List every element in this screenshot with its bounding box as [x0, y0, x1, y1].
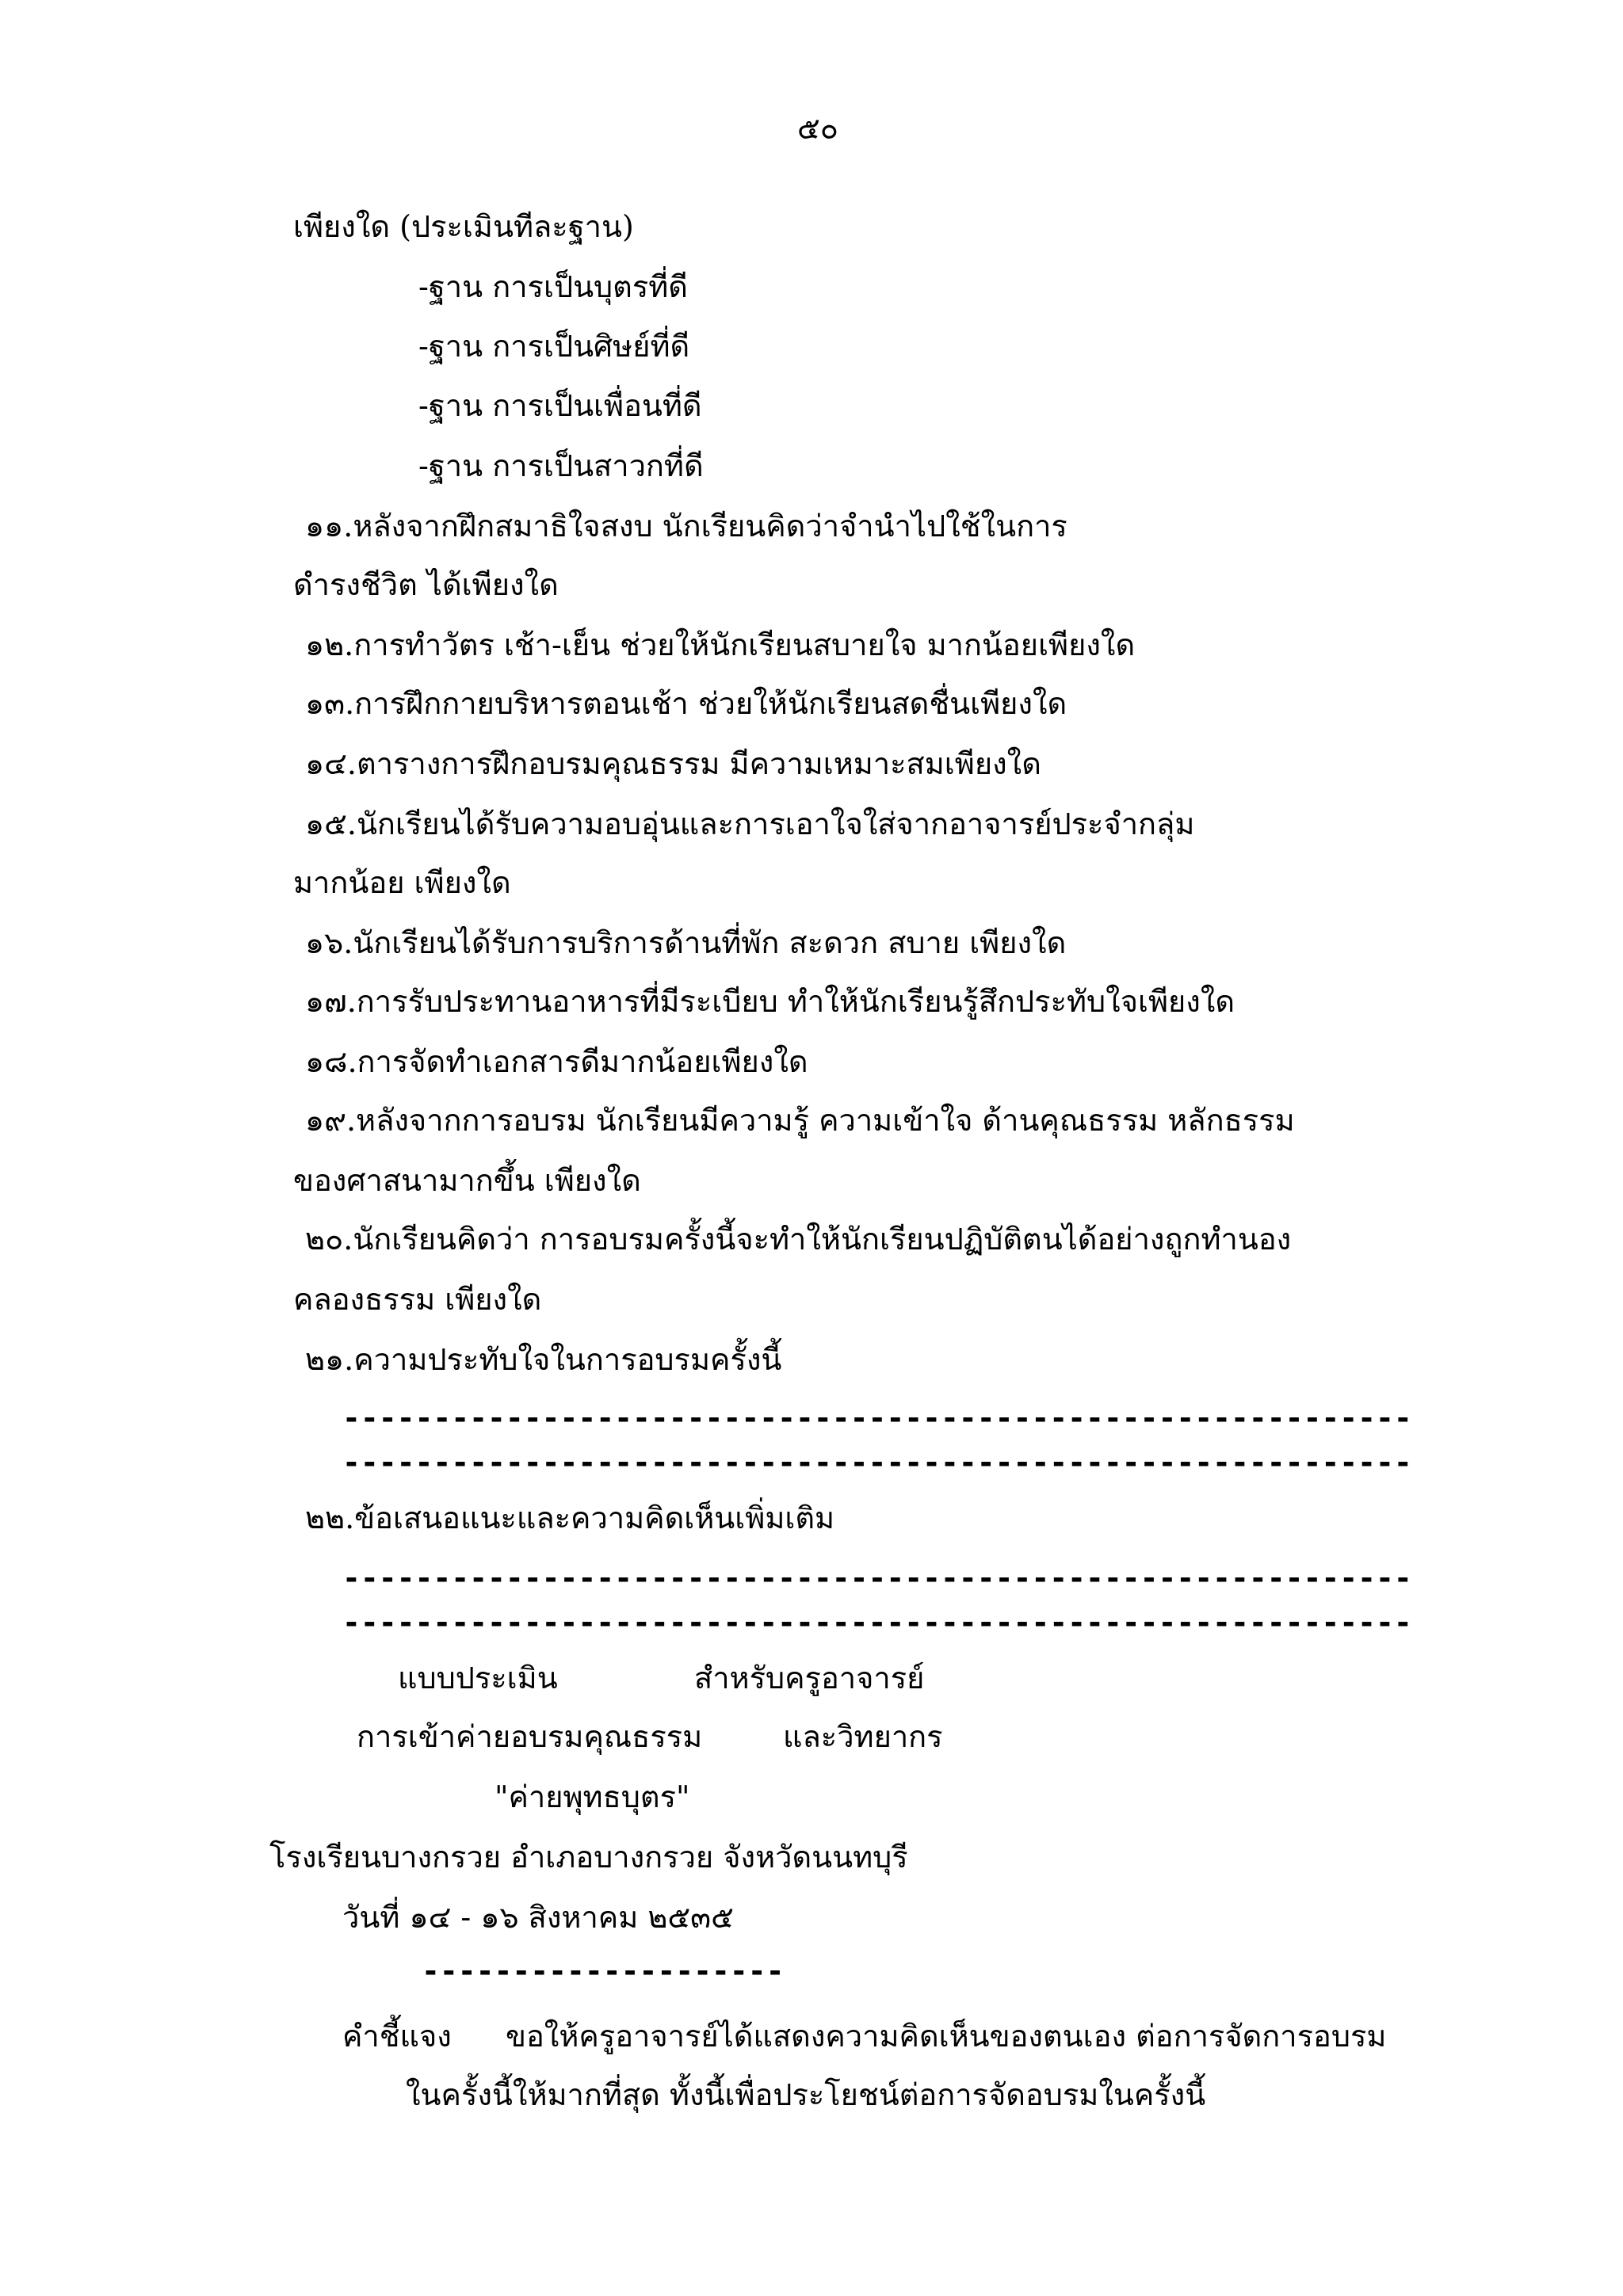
question-15-line2: มากน้อย เพียงใด	[293, 865, 511, 900]
instruction-label: คำชี้แจง	[342, 2019, 452, 2054]
base-item-student: -ฐาน การเป็นศิษย์ที่ดี	[418, 329, 690, 364]
form-title-right: สำหรับครูอาจารย์	[694, 1661, 925, 1695]
question-17: ๑๗.การรับประทานอาหารที่มีระเบียบ ทำให้นักเรียนรู้สึกประทับใจเพียงใด	[305, 984, 1235, 1019]
form-subtitle-left: การเข้าค่ายอบรมคุณธรรม	[357, 1719, 703, 1754]
school-name: โรงเรียนบางกรวย อำเภอบางกรวย จังหวัดนนทบุรี	[269, 1840, 908, 1875]
intro-line: เพียงใด (ประเมินทีละฐาน)	[293, 209, 634, 244]
question-19-line1: ๑๙.หลังจากการอบรม นักเรียนมีความรู้ ความเข้าใจ ด้านคุณธรรม หลักธรรม	[305, 1103, 1295, 1138]
page-number: ๕๐	[797, 111, 838, 146]
question-19-line2: ของศาสนามากขึ้น เพียงใด	[293, 1163, 641, 1198]
question-15-line1: ๑๕.นักเรียนได้รับความอบอุ่นและการเอาใจใส่จากอาจารย์ประจำกลุ่ม	[305, 807, 1195, 841]
camp-date: วันที่ ๑๔ - ๑๖ สิงหาคม ๒๕๓๕	[342, 1900, 734, 1935]
instruction-line1: ขอให้ครูอาจารย์ได้แสดงความคิดเห็นของตนเอง ต่อการจัดการอบรม	[506, 2019, 1387, 2054]
base-item-child: -ฐาน การเป็นบุตรที่ดี	[418, 269, 688, 304]
question-18: ๑๘.การจัดทำเอกสารดีมากน้อยเพียงใด	[305, 1044, 808, 1079]
camp-name: "ค่ายพุทธบุตร"	[495, 1779, 690, 1814]
base-item-disciple: -ฐาน การเป็นสาวกที่ดี	[418, 448, 704, 483]
question-16: ๑๖.นักเรียนได้รับการบริการด้านที่พัก สะดวก สบาย เพียงใด	[305, 925, 1067, 960]
answer-line: -----------------------------------------------------------	[342, 1401, 1412, 1436]
question-11-line1: ๑๑.หลังจากฝึกสมาธิใจสงบ นักเรียนคิดว่าจำนำไปใช้ในการ	[305, 509, 1067, 543]
answer-line: -----------------------------------------------------------	[342, 1561, 1412, 1596]
question-13: ๑๓.การฝึกกายบริหารตอนเช้า ช่วยให้นักเรียนสดชื่นเพียงใด	[305, 686, 1067, 721]
question-11-line2: ดำรงชีวิต ได้เพียงใด	[293, 567, 559, 602]
header-separator: --------------------	[422, 1954, 785, 1989]
answer-line: -----------------------------------------------------------	[342, 1605, 1412, 1640]
form-title-left: แบบประเมิน	[398, 1661, 558, 1695]
question-22: ๒๒.ข้อเสนอแนะและความคิดเห็นเพิ่มเติม	[305, 1501, 835, 1535]
answer-line: -----------------------------------------------------------	[342, 1445, 1412, 1480]
question-21: ๒๑.ความประทับใจในการอบรมครั้งนี้	[305, 1342, 782, 1377]
question-14: ๑๔.ตารางการฝึกอบรมคุณธรรม มีความเหมาะสมเพียงใด	[305, 746, 1041, 781]
base-item-friend: -ฐาน การเป็นเพื่อนที่ดี	[418, 388, 702, 423]
question-20-line1: ๒๐.นักเรียนคิดว่า การอบรมครั้งนี้จะทำให้นักเรียนปฏิบัติตนได้อย่างถูกทำนอง	[305, 1222, 1292, 1257]
question-12: ๑๒.การทำวัตร เช้า-เย็น ช่วยให้นักเรียนสบายใจ มากน้อยเพียงใด	[305, 627, 1136, 662]
instruction-line2: ในครั้งนี้ให้มากที่สุด ทั้งนี้เพื่อประโยชน์ต่อการจัดอบรมในครั้งนี้	[406, 2077, 1206, 2112]
form-subtitle-right: และวิทยากร	[783, 1719, 943, 1754]
question-20-line2: คลองธรรม เพียงใด	[293, 1282, 542, 1317]
